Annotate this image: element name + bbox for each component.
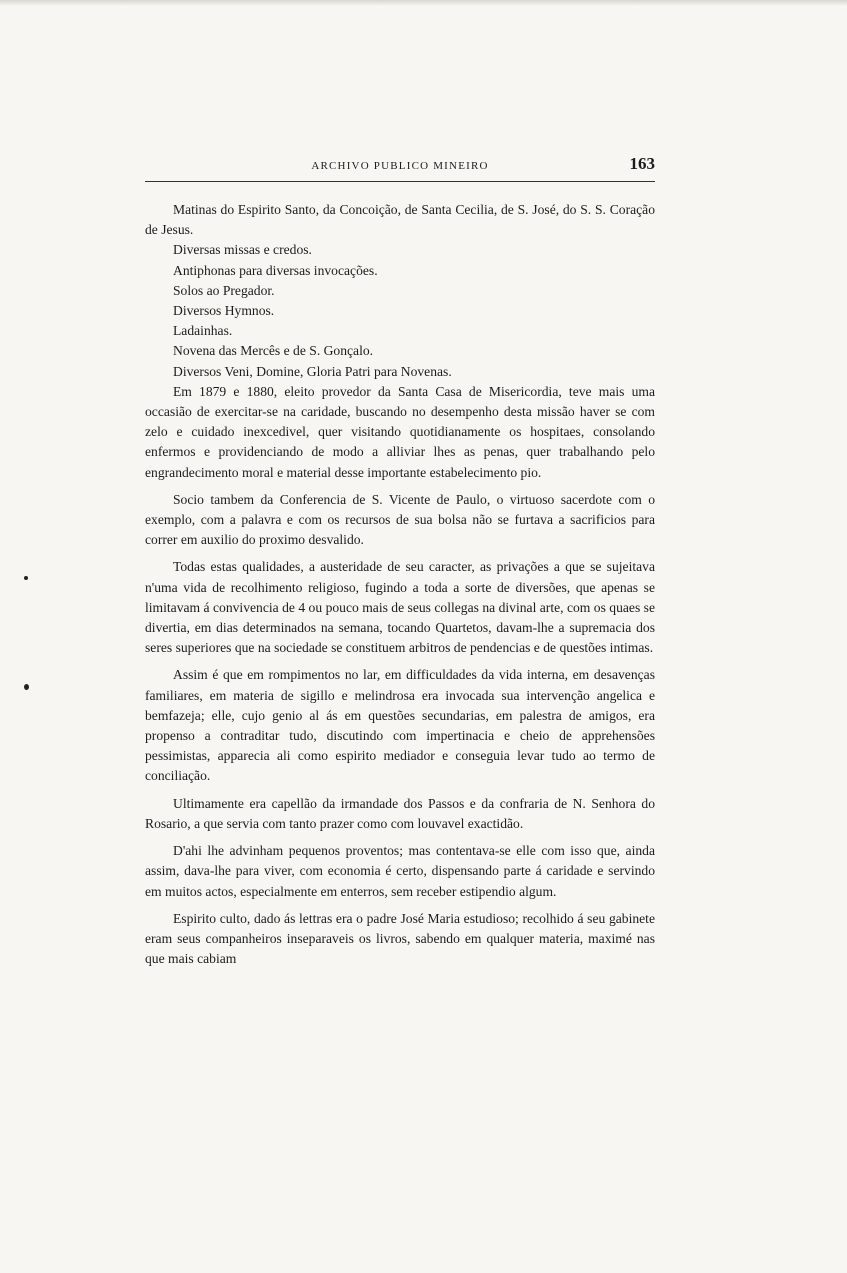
paragraph-capellao: Ultimamente era capellão da irmandade dos Passos e da confraria de N. Senhora do Rosario, a que servia com tanto prazer como com louvavel exactidão.: [145, 795, 655, 831]
paragraph-conferencia: Socio tambem da Conferencia de S. Vicente de Paulo, o virtuoso sacerdote com o exemplo, com a palavra e com os recursos de sua bolsa não se furtava a sacrificios para correr em auxilio do proximo desvalido.: [145, 491, 655, 548]
list-item: Antiphonas para diversas invocações.: [173, 262, 378, 278]
list-item: Solos ao Pregador.: [173, 282, 275, 298]
paragraph-espirito-culto: Espirito culto, dado ás lettras era o padre José Maria estudioso; recolhido á seu gabinete eram seus companheiros inseparaveis os livros, sabendo em qualquer materia, maximé nas que mais cabiam: [145, 910, 655, 967]
header-rule: [145, 181, 655, 182]
page-body: [145, 200, 655, 969]
paragraph-proventos: D'ahi lhe advinham pequenos proventos; mas contentava-se elle com isso que, ainda assim, dava-lhe para viver, com economia é certo, dispensando parte á caridade e servindo em muitos actos, especialmente em enterros, sem receber estipendio algum.: [145, 843, 655, 899]
list-item: Diversos Veni, Domine, Gloria Patri para Novenas.: [173, 363, 452, 379]
paragraph-qualidades: Todas estas qualidades, a austeridade de seu caracter, as privações a que se sujeitava n'uma vida de recolhimento religioso, fugindo a toda a sorte de diversões, que apenas se limitavam á convivencia de 4 ou pouco mais de seus collegas na divinal arte, com os quaes se divertia, em dias determinados na semana, tocando Quartetos, davam-lhe a supremacia dos seres superiores que na sociedade se constituem arbitros de pendencias e de questões intimas.: [145, 559, 655, 656]
paragraph-provedor: Em 1879 e 1880, eleito provedor da Santa Casa de Misericordia, teve mais uma occasião de exercitar-se na caridade, buscando no desempenho desta missão haver se com zelo e cuidado inexcedivel, quer visitando quotidianamente os hospitaes, consolando enfermos e providenciando de modo a alliviar lhes as penas, quer trabalhando pelo engrandecimento moral e material desse importante estabelecimento pio.: [145, 383, 655, 480]
list-item: Novena das Mercês e de S. Gonçalo.: [173, 343, 374, 359]
list-item: Diversas missas e credos.: [173, 242, 312, 258]
page-header: [145, 154, 655, 182]
running-title: ARCHIVO PUBLICO MINEIRO: [311, 160, 489, 172]
margin-speck: [24, 576, 28, 580]
margin-speck: [24, 684, 29, 690]
page-top-edge: [0, 0, 847, 6]
list-item: Diversos Hymnos.: [173, 303, 275, 319]
paragraph-rompimentos: Assim é que em rompimentos no lar, em difficuldades da vida interna, em desavenças familiares, em materia de sigillo e melindrosa era invocada sua intervenção angelica e bemfazeja; elle, cujo genio al ás em questões secundarias, em palestra de amigos, era propenso a contraditar tudo, discutindo com impertinacia e cheio de apprehensões pessimistas, apparecia ali como espirito mediador e conseguia levar tudo ao termo de conciliação.: [145, 667, 655, 784]
list-item: Ladainhas.: [173, 323, 233, 339]
page-number: 163: [629, 154, 655, 173]
paragraph-list-intro: Matinas do Espirito Santo, da Concoição, de Santa Cecilia, de S. José, do S. S. Coração de Jesus.: [145, 202, 655, 238]
